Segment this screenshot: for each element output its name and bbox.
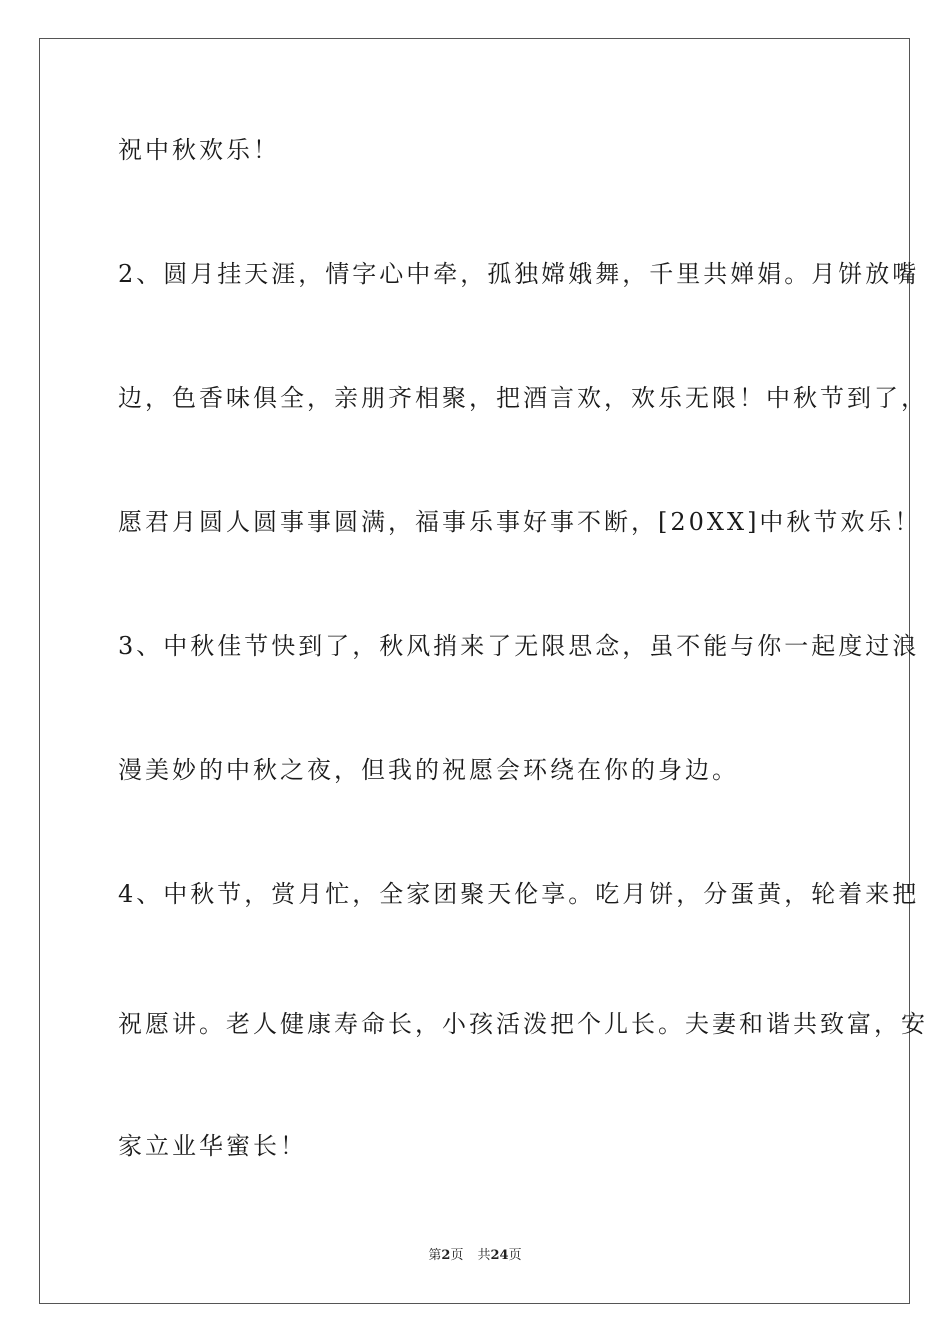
total-prefix: 共: [477, 1248, 491, 1263]
text-line: 3、中秋佳节快到了，秋风捎来了无限思念，虽不能与你一起度过浪: [118, 632, 920, 660]
page-footer: [0, 1248, 950, 1264]
text-line: 4、中秋节，赏月忙，全家团聚天伦享。吃月饼，分蛋黄，轮着来把: [118, 880, 920, 908]
total-pages: 24: [490, 1248, 509, 1263]
text-line: 家立业华蜜长！: [118, 1132, 307, 1160]
page-number: 2: [441, 1248, 451, 1263]
text-line: 漫美妙的中秋之夜，但我的祝愿会环绕在你的身边。: [118, 756, 739, 784]
text-line: 祝愿讲。老人健康寿命长，小孩活泼把个儿长。夫妻和谐共致富，安: [118, 1010, 928, 1038]
text-line: 愿君月圆人圆事事圆满，福事乐事好事不断，[20XX]中秋节欢乐！: [118, 508, 922, 536]
total-suffix: 页: [508, 1248, 522, 1263]
page-prefix: 第: [428, 1248, 442, 1263]
text-line: 祝中秋欢乐！: [118, 136, 280, 164]
text-line: 边，色香味俱全，亲朋齐相聚，把酒言欢，欢乐无限！中秋节到了，: [118, 384, 928, 412]
text-line: 2、圆月挂天涯，情字心中牵，孤独嫦娥舞，千里共婵娟。月饼放嘴: [118, 260, 920, 288]
page-suffix: 页: [450, 1248, 464, 1263]
page-border: [39, 38, 910, 1304]
